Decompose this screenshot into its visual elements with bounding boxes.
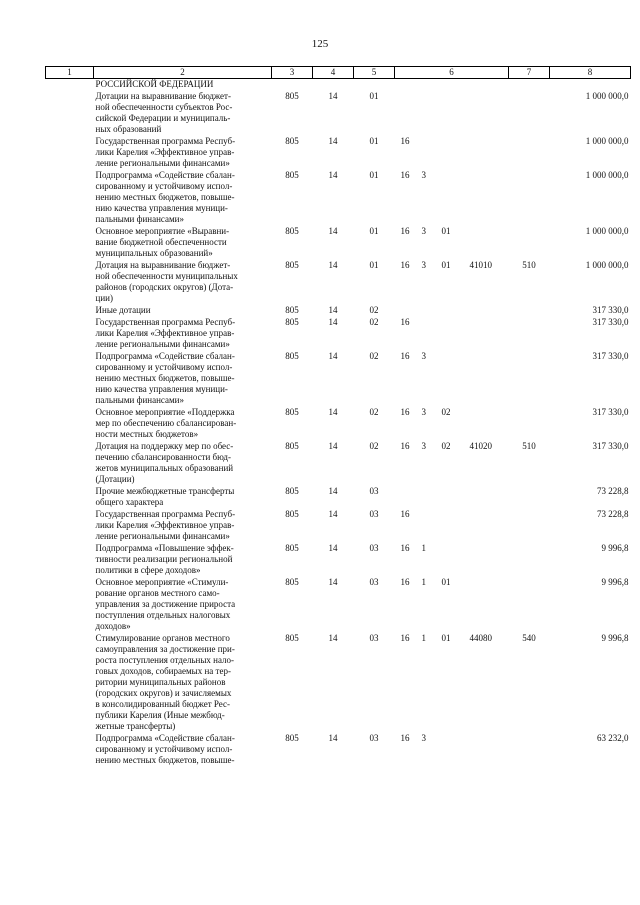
row-name-line: вание бюджетной обеспеченности <box>95 237 227 247</box>
row-name <box>94 509 272 543</box>
row-name <box>94 486 272 509</box>
row-name-line: районов (городских округов) (Дота- <box>95 282 234 292</box>
row-section-code: 14 <box>328 260 338 270</box>
row-ministry-code: 805 <box>285 509 299 519</box>
header-col-1: 1 <box>46 67 94 79</box>
row-subsection-code: 03 <box>369 509 379 519</box>
row-activity-code: 01 <box>441 633 451 643</box>
row-name <box>94 79 272 92</box>
row-name-line: ление региональными финансами» <box>95 531 230 541</box>
row-direction-code: 44080 <box>469 633 492 643</box>
row-subprogram-code: 3 <box>421 407 426 417</box>
row-subprogram-code: 3 <box>421 226 426 236</box>
row-name-line: сированному и устойчивому испол- <box>95 181 233 191</box>
row-subsection-code: 02 <box>369 351 379 361</box>
row-subprogram-code: 1 <box>421 543 426 553</box>
row-amount: 73 228,8 <box>597 509 629 519</box>
row-name-line: ление региональными финансами» <box>95 158 230 168</box>
row-name-line: Подпрограмма «Содействие сбалан- <box>95 351 235 361</box>
row-name-line: Дотация на поддержку мер по обес- <box>95 441 234 451</box>
row-subsection-code: 03 <box>369 486 379 496</box>
row-col-1 <box>46 260 94 305</box>
row-section-code: 14 <box>328 170 338 180</box>
row-expense-type <box>509 486 550 509</box>
row-section-code: 14 <box>328 486 338 496</box>
row-name <box>94 633 272 733</box>
row-ministry-code: 805 <box>285 305 299 315</box>
row-name <box>94 317 272 351</box>
table-row <box>46 407 631 441</box>
row-expense-type <box>509 407 550 441</box>
row-name-line: управления за достижение прироста <box>95 599 236 609</box>
row-name-line: нию качества управления муници- <box>95 384 228 394</box>
row-section-code: 14 <box>328 441 338 451</box>
table-row <box>46 226 631 260</box>
row-target-article <box>395 633 509 733</box>
row-ministry-code: 805 <box>285 317 299 327</box>
row-name-line: лики Карелия «Эффективное управ- <box>95 147 235 157</box>
row-expense-type <box>509 509 550 543</box>
table-row <box>46 733 631 767</box>
row-target-article <box>395 407 509 441</box>
row-name <box>94 441 272 486</box>
row-program-code: 16 <box>400 633 410 643</box>
row-subsection-code: 03 <box>369 577 379 587</box>
row-ministry-code: 805 <box>285 170 299 180</box>
row-subprogram-code: 3 <box>421 170 426 180</box>
row-expense-type <box>509 733 550 767</box>
row-name <box>94 351 272 407</box>
row-subprogram-code: 3 <box>421 441 426 451</box>
row-name <box>94 170 272 226</box>
table-row <box>46 633 631 733</box>
row-col-1 <box>46 351 94 407</box>
row-name-line: ции) <box>95 293 113 303</box>
row-activity-code: 02 <box>441 407 451 417</box>
row-program-code: 16 <box>400 509 410 519</box>
row-subsection-code: 01 <box>369 260 379 270</box>
row-name <box>94 91 272 136</box>
row-expense-type <box>509 79 550 92</box>
row-target-article <box>395 136 509 170</box>
row-col-1 <box>46 305 94 317</box>
row-name <box>94 733 272 767</box>
row-program-code: 16 <box>400 260 410 270</box>
row-name-line: РОССИЙСКОЙ ФЕДЕРАЦИИ <box>95 79 214 89</box>
row-name-line: Прочие межбюджетные трансферты <box>95 486 235 496</box>
row-target-article <box>395 441 509 486</box>
row-section-code: 14 <box>328 317 338 327</box>
row-name-line: сированному и устойчивому испол- <box>95 362 233 372</box>
row-expense-type <box>509 543 550 577</box>
row-target-article <box>395 351 509 407</box>
table-row <box>46 170 631 226</box>
row-program-code: 16 <box>400 577 410 587</box>
row-name-line: (городских округов) и зачисляемых <box>95 688 232 698</box>
row-target-article <box>395 226 509 260</box>
row-name-line: Государственная программа Респуб- <box>95 136 236 146</box>
row-ministry-code: 805 <box>285 136 299 146</box>
row-name-line: нению местных бюджетов, повыше- <box>95 373 235 383</box>
row-name-line: политики в сфере доходов» <box>95 565 201 575</box>
row-expense-type: 540 <box>522 633 536 643</box>
row-ministry-code: 805 <box>285 226 299 236</box>
row-ministry-code <box>272 79 313 92</box>
row-section-code: 14 <box>328 577 338 587</box>
row-name-line: публики Карелия (Иные межбюд- <box>95 710 225 720</box>
header-col-3: 3 <box>272 67 313 79</box>
row-amount: 63 232,0 <box>597 733 629 743</box>
row-target-article <box>395 305 509 317</box>
row-expense-type <box>509 305 550 317</box>
budget-table <box>45 66 631 767</box>
row-col-1 <box>46 577 94 633</box>
row-section-code <box>313 79 354 92</box>
row-name-line: нению местных бюджетов, повыше- <box>95 192 235 202</box>
row-col-1 <box>46 486 94 509</box>
row-target-article <box>395 317 509 351</box>
row-col-1 <box>46 79 94 92</box>
row-name-line: сийской Федерации и муниципаль- <box>95 113 231 123</box>
header-col-6: 6 <box>395 67 509 79</box>
row-name-line: ритории муниципальных районов <box>95 677 226 687</box>
row-subsection-code: 02 <box>369 441 379 451</box>
row-program-code: 16 <box>400 317 410 327</box>
row-name-line: Государственная программа Респуб- <box>95 509 236 519</box>
table-row <box>46 317 631 351</box>
row-name <box>94 136 272 170</box>
row-name-line: ных образований <box>95 124 162 134</box>
row-amount: 317 330,0 <box>592 305 629 315</box>
row-amount <box>550 79 631 92</box>
row-name-line: Стимулирование органов местного <box>95 633 230 643</box>
row-activity-code: 01 <box>441 226 451 236</box>
row-program-code: 16 <box>400 136 410 146</box>
row-activity-code: 01 <box>441 260 451 270</box>
row-program-code: 16 <box>400 226 410 236</box>
header-col-4: 4 <box>313 67 354 79</box>
row-amount: 1 000 000,0 <box>585 170 629 180</box>
row-program-code: 16 <box>400 733 410 743</box>
row-name-line: пальными финансами» <box>95 395 184 405</box>
row-name-line: общего характера <box>95 497 164 507</box>
row-amount: 9 996,8 <box>601 543 629 553</box>
row-amount: 317 330,0 <box>592 407 629 417</box>
row-amount: 1 000 000,0 <box>585 91 629 101</box>
header-col-5: 5 <box>354 67 395 79</box>
row-name-line: доходов» <box>95 621 131 631</box>
row-activity-code: 01 <box>441 577 451 587</box>
row-ministry-code: 805 <box>285 260 299 270</box>
row-amount: 73 228,8 <box>597 486 629 496</box>
row-name-line: Дотации на выравнивание бюджет- <box>95 91 231 101</box>
row-col-1 <box>46 317 94 351</box>
row-program-code: 16 <box>400 170 410 180</box>
row-subsection-code: 02 <box>369 305 379 315</box>
row-amount: 317 330,0 <box>592 351 629 361</box>
row-name-line: Подпрограмма «Содействие сбалан- <box>95 170 235 180</box>
row-amount: 9 996,8 <box>601 577 629 587</box>
row-target-article <box>395 260 509 305</box>
row-name-line: Основное мероприятие «Стимули- <box>95 577 229 587</box>
row-target-article <box>395 79 509 92</box>
row-name-line: нию качества управления муници- <box>95 203 228 213</box>
row-direction-code: 41010 <box>469 260 492 270</box>
row-name-line: Дотация на выравнивание бюджет- <box>95 260 231 270</box>
row-col-1 <box>46 441 94 486</box>
row-section-code: 14 <box>328 226 338 236</box>
row-ministry-code: 805 <box>285 633 299 643</box>
table-row <box>46 486 631 509</box>
row-expense-type: 510 <box>522 260 536 270</box>
row-target-article <box>395 509 509 543</box>
row-name-line: сированному и устойчивому испол- <box>95 744 233 754</box>
row-activity-code: 02 <box>441 441 451 451</box>
row-subsection-code: 02 <box>369 317 379 327</box>
row-name-line: поступления отдельных налоговых <box>95 610 231 620</box>
row-target-article <box>395 577 509 633</box>
row-expense-type <box>509 136 550 170</box>
row-name-line: ной обеспеченности муниципальных <box>95 271 238 281</box>
table-row <box>46 91 631 136</box>
table-row <box>46 79 631 92</box>
row-program-code: 16 <box>400 441 410 451</box>
row-name-line: нению местных бюджетов, повыше- <box>95 755 235 765</box>
table-header-row <box>46 67 631 79</box>
row-section-code: 14 <box>328 633 338 643</box>
row-col-1 <box>46 91 94 136</box>
row-ministry-code: 805 <box>285 543 299 553</box>
row-name <box>94 260 272 305</box>
row-subsection-code: 03 <box>369 733 379 743</box>
row-name <box>94 226 272 260</box>
table-row <box>46 441 631 486</box>
row-target-article <box>395 170 509 226</box>
table-row <box>46 260 631 305</box>
header-col-8: 8 <box>550 67 631 79</box>
row-name-line: рование органов местного само- <box>95 588 220 598</box>
row-ministry-code: 805 <box>285 441 299 451</box>
row-ministry-code: 805 <box>285 733 299 743</box>
row-col-1 <box>46 633 94 733</box>
row-name-line: пальными финансами» <box>95 214 184 224</box>
row-name-line: жетов муниципальных образований <box>95 463 234 473</box>
row-amount: 317 330,0 <box>592 441 629 451</box>
row-section-code: 14 <box>328 351 338 361</box>
table-row <box>46 351 631 407</box>
row-amount: 1 000 000,0 <box>585 136 629 146</box>
row-name <box>94 577 272 633</box>
row-subprogram-code: 3 <box>421 260 426 270</box>
row-name-line: Государственная программа Респуб- <box>95 317 236 327</box>
row-subsection-code: 01 <box>369 136 379 146</box>
row-col-1 <box>46 226 94 260</box>
row-subsection-code: 03 <box>369 543 379 553</box>
row-name-line: роста поступления отдельных нало- <box>95 655 235 665</box>
row-amount: 9 996,8 <box>601 633 629 643</box>
row-section-code: 14 <box>328 91 338 101</box>
row-col-1 <box>46 733 94 767</box>
row-subsection-code: 02 <box>369 407 379 417</box>
row-expense-type <box>509 170 550 226</box>
row-name-line: тивности реализации региональной <box>95 554 233 564</box>
row-subsection-code: 03 <box>369 633 379 643</box>
row-section-code: 14 <box>328 543 338 553</box>
row-name-line: ности местных бюджетов» <box>95 429 199 439</box>
row-subprogram-code: 1 <box>421 633 426 643</box>
row-section-code: 14 <box>328 509 338 519</box>
row-name-line: жетные трансферты) <box>95 721 176 731</box>
row-name <box>94 407 272 441</box>
row-name-line: лики Карелия «Эффективное управ- <box>95 328 235 338</box>
row-target-article <box>395 733 509 767</box>
row-name-line: лики Карелия «Эффективное управ- <box>95 520 235 530</box>
row-subprogram-code: 3 <box>421 351 426 361</box>
row-name-line: Основное мероприятие «Выравни- <box>95 226 230 236</box>
row-amount: 317 330,0 <box>592 317 629 327</box>
row-name-line: в консолидированный бюджет Рес- <box>95 699 230 709</box>
row-name-line: ление региональными финансами» <box>95 339 230 349</box>
row-name-line: самоуправления за достижение при- <box>95 644 235 654</box>
row-amount: 1 000 000,0 <box>585 260 629 270</box>
row-col-1 <box>46 543 94 577</box>
row-expense-type <box>509 91 550 136</box>
row-subsection-code: 01 <box>369 91 379 101</box>
row-subsection-code: 01 <box>369 226 379 236</box>
row-name-line: муниципальных образований» <box>95 248 213 258</box>
row-col-1 <box>46 136 94 170</box>
header-col-7: 7 <box>509 67 550 79</box>
row-subsection-code: 01 <box>369 170 379 180</box>
row-ministry-code: 805 <box>285 577 299 587</box>
row-section-code: 14 <box>328 305 338 315</box>
row-section-code: 14 <box>328 136 338 146</box>
row-name-line: говых доходов, собираемых на тер- <box>95 666 231 676</box>
row-name-line: Иные дотации <box>95 305 151 315</box>
row-subsection-code <box>354 79 395 92</box>
row-name-line: Подпрограмма «Повышение эффек- <box>95 543 234 553</box>
row-target-article <box>395 543 509 577</box>
table-row <box>46 305 631 317</box>
row-program-code: 16 <box>400 407 410 417</box>
row-amount: 1 000 000,0 <box>585 226 629 236</box>
row-col-1 <box>46 170 94 226</box>
row-subprogram-code: 1 <box>421 577 426 587</box>
row-col-1 <box>46 509 94 543</box>
row-name <box>94 543 272 577</box>
row-expense-type <box>509 577 550 633</box>
row-direction-code: 41020 <box>469 441 492 451</box>
row-expense-type: 510 <box>522 441 536 451</box>
row-expense-type <box>509 351 550 407</box>
row-section-code: 14 <box>328 733 338 743</box>
row-col-1 <box>46 407 94 441</box>
row-subprogram-code: 3 <box>421 733 426 743</box>
row-target-article <box>395 486 509 509</box>
row-name-line: Основное мероприятие «Поддержка <box>95 407 235 417</box>
row-expense-type <box>509 317 550 351</box>
row-section-code: 14 <box>328 407 338 417</box>
row-expense-type <box>509 226 550 260</box>
row-name-line: Подпрограмма «Содействие сбалан- <box>95 733 235 743</box>
row-name-line: мер по обеспечению сбалансирован- <box>95 418 237 428</box>
row-ministry-code: 805 <box>285 486 299 496</box>
row-target-article <box>395 91 509 136</box>
table-row <box>46 577 631 633</box>
row-name-line: ной обеспеченности субъектов Рос- <box>95 102 233 112</box>
row-name <box>94 305 272 317</box>
row-program-code: 16 <box>400 543 410 553</box>
table-row <box>46 543 631 577</box>
page-number: 125 <box>311 38 329 50</box>
row-ministry-code: 805 <box>285 407 299 417</box>
table-row <box>46 509 631 543</box>
table-row <box>46 136 631 170</box>
row-program-code: 16 <box>400 351 410 361</box>
header-col-2: 2 <box>94 67 272 79</box>
row-ministry-code: 805 <box>285 351 299 361</box>
row-name-line: (Дотации) <box>95 474 135 484</box>
table-body <box>46 79 631 768</box>
row-ministry-code: 805 <box>285 91 299 101</box>
row-name-line: печению сбалансированности бюд- <box>95 452 231 462</box>
